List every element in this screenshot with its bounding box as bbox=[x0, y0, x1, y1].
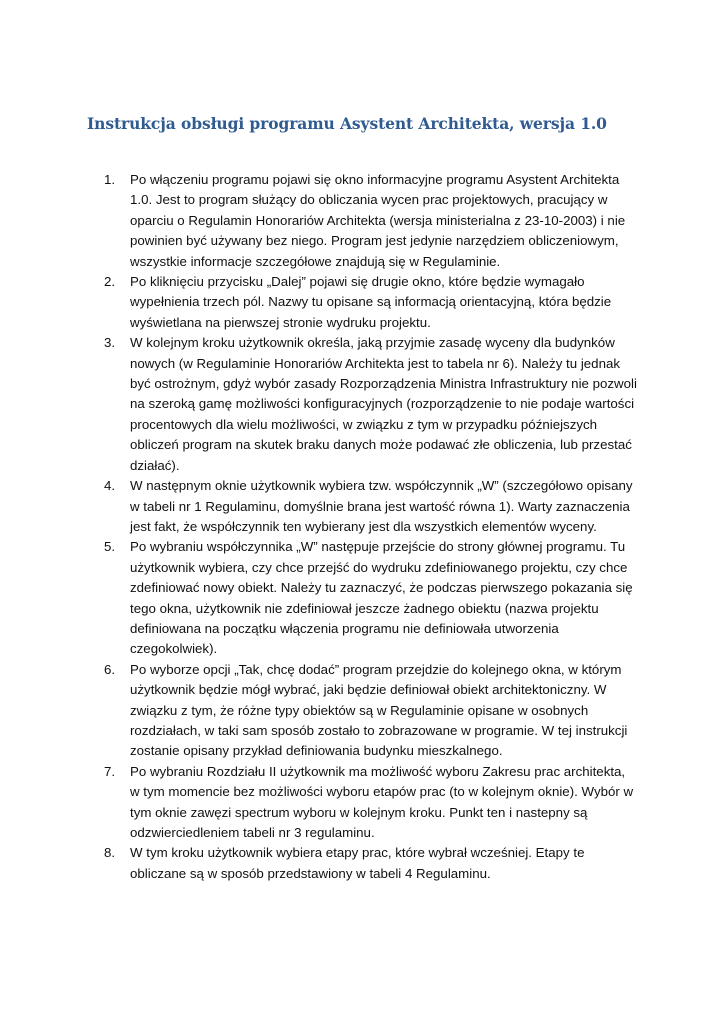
instruction-list bbox=[104, 170, 638, 884]
list-item-text: W następnym oknie użytkownik wybiera tzw. współczynnik „W” (szczegółowo opisany w tabeli nr 1 Regulaminu, domyślnie brana jest wartość równa 1). Warty zaznaczenia jest fakt, że współczynnik ten wybierany jest dla wszystkich elementów wyceny. bbox=[130, 478, 633, 534]
list-item-text: W tym kroku użytkownik wybiera etapy prac, które wybrał wcześniej. Etapy te obliczane są w sposób przedstawiony w tabeli 4 Regulaminu. bbox=[130, 845, 585, 881]
list-item bbox=[104, 537, 638, 659]
list-item-number: 1. bbox=[104, 172, 116, 187]
list-item-number: 6. bbox=[104, 661, 116, 677]
list-item-text: W kolejnym kroku użytkownik określa, jaką przyjmie zasadę wyceny dla budynków nowych (w Regulaminie Honorariów Architekta jest to tabela nr 6). Należy tu jednak być ostrożnym, gdyż wybór zasady Rozporządzenia Ministra Infrastruktury nie pozwoli na szeroką gamę możliwości konfiguracyjnych (rozporządzenie to nie podaje wartości procentowych dla wielu możliwości, w związku z tym w przypadku późniejszych obliczeń program na skutek braku danych może podawać złe obliczenia, lub przestać działać). bbox=[130, 335, 637, 473]
list-item bbox=[104, 843, 638, 884]
list-item-text: Po włączeniu programu pojawi się okno informacyjne programu Asystent Architekta 1.0. Jest to program służący do obliczania wycen prac projektowych, pracujący w oparciu o Regulamin Honorariów Architekta (wersja ministerialna z 23-10-2003) i nie powinien być używany bez niego. Program jest jedynie narzędziem obliczeniowym, wszystkie informacje szczegółowe znajdują się w Regulaminie. bbox=[130, 172, 626, 269]
list-item-number: 4. bbox=[104, 478, 116, 494]
list-item-number: 7. bbox=[104, 763, 116, 779]
list-item bbox=[104, 170, 638, 272]
list-item-number: 3. bbox=[104, 335, 116, 351]
list-item-text: Po kliknięciu przycisku „Dalej” pojawi się drugie okno, które będzie wymagało wypełnienia trzech pól. Nazwy tu opisane są informacją orientacyjną, która będzie wyświetlana na pierwszej stronie wydruku projektu. bbox=[130, 274, 612, 330]
list-item-number: 5. bbox=[104, 539, 116, 555]
list-item-text: Po wyborze opcji „Tak, chcę dodać” program przejdzie do kolejnego okna, w którym użytkownik będzie mógł wybrać, jaki będzie definiował obiekt architektoniczny. W związku z tym, że różne typy obiektów są w Regulaminie opisane w osobnych rozdziałach, w taki sam sposób zostało to zobrazowane w programie. W tej instrukcji zostanie opisany przykład definiowania budynku mieszkalnego. bbox=[130, 661, 628, 759]
list-item bbox=[104, 762, 638, 844]
document-title: Instrukcja obsługi programu Asystent Architekta, wersja 1.0 bbox=[87, 114, 607, 133]
list-item-text: Po wybraniu współczynnika „W” następuje przejście do strony głównej programu. Tu użytkownik wybiera, czy chce przejść do wydruku zdefiniowanego projektu, czy chce zdefiniować nowy obiekt. Należy tu zaznaczyć, że podczas pierwszego pokazania się tego okna, użytkownik nie zdefiniował jeszcze żadnego obiektu (nazwa projektu definiowana na początku włączenia programu nie definiowała utworzenia czegokolwiek). bbox=[130, 539, 633, 657]
list-item bbox=[104, 476, 638, 537]
list-item-text: Po wybraniu Rozdziału II użytkownik ma możliwość wyboru Zakresu prac architekta, w tym momencie bez możliwości wyboru etapów prac (to w kolejnym oknie). Wybór w tym oknie zawęzi spectrum wyboru w kolejnym kroku. Punkt ten i nastepny są odzwierciedleniem tabeli nr 3 regulaminu. bbox=[130, 763, 634, 840]
list-item bbox=[104, 660, 638, 762]
list-item-number: 2. bbox=[104, 274, 116, 290]
list-item bbox=[104, 272, 638, 333]
list-item bbox=[104, 333, 638, 476]
list-item-number: 8. bbox=[104, 845, 116, 861]
